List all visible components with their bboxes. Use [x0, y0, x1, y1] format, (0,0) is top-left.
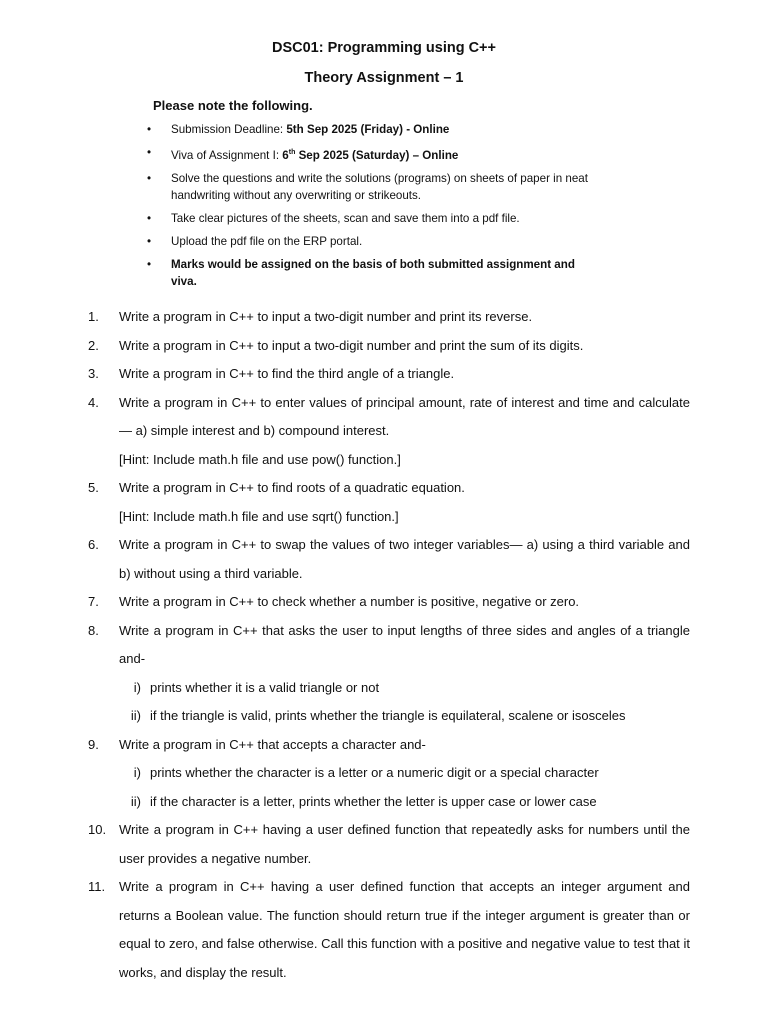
question-item: [88, 588, 690, 617]
question-number: 3.: [88, 366, 99, 381]
question-number: 8.: [88, 622, 99, 638]
question-item: [88, 731, 690, 760]
question-text: Write a program in C++ that asks the user to input lengths of three sides and angles of a triangle and-: [119, 622, 690, 666]
sub-question-item: [88, 759, 690, 788]
sub-question-item: [88, 674, 690, 703]
bullet-icon: •: [147, 123, 152, 136]
note-upload: • Upload the pdf file on the ERP portal.: [147, 234, 363, 248]
question-item: [88, 303, 690, 332]
notes-list: [145, 121, 595, 296]
question-number: 1.: [88, 309, 99, 324]
question-text: Write a program in C++ to input a two-digit number and print its reverse.: [119, 309, 533, 324]
question-number: 10.: [88, 822, 107, 837]
question-number: 2.: [88, 337, 99, 353]
sub-question-text: prints whether it is a valid triangle or not: [150, 679, 380, 695]
question-item: [88, 389, 690, 475]
note-pictures: • Take clear pictures of the sheets, scan and save them into a pdf file.: [147, 211, 520, 225]
sub-question-number: ii): [130, 708, 141, 723]
question-item: [88, 332, 690, 361]
question-text: Write a program in C++ to find roots of a quadratic equation.: [119, 480, 465, 495]
sub-question-list: [88, 759, 690, 816]
bullet-icon: •: [147, 171, 152, 185]
question-item: [88, 360, 690, 389]
question-hint: [Hint: Include math.h file and use pow() function.]: [119, 451, 401, 467]
question-number: 5.: [88, 480, 99, 495]
note-deadline: • Submission Deadline: 5th Sep 2025 (Friday) - Online: [147, 123, 450, 136]
sub-question-item: [88, 788, 690, 817]
question-item: [88, 617, 690, 674]
sub-question-text: prints whether the character is a letter or a numeric digit or a special character: [150, 765, 599, 780]
question-item: [88, 816, 690, 873]
bullet-icon: •: [147, 257, 152, 271]
question-item: [88, 531, 690, 588]
document-subtitle: Theory Assignment – 1: [304, 70, 464, 86]
question-text: Write a program in C++ to check whether a number is positive, negative or zero.: [119, 594, 580, 609]
viva-value: 6th Sep 2025 (Saturday) – Online: [282, 148, 459, 162]
bullet-icon: •: [147, 211, 152, 225]
question-text: Write a program in C++ to swap the values of two integer variables— a) using a third variable and b) without using a third variable.: [119, 537, 690, 581]
question-hint: [Hint: Include math.h file and use sqrt() function.]: [119, 508, 399, 524]
question-number: 6.: [88, 537, 99, 552]
bullet-icon: •: [147, 146, 152, 159]
question-text: Write a program in C++ that accepts a character and-: [119, 736, 426, 752]
question-number: 11.: [88, 879, 106, 894]
sub-question-list: [88, 674, 690, 731]
question-number: 9.: [88, 736, 99, 752]
question-item: [88, 873, 690, 987]
question-item: [88, 474, 690, 531]
note-solve: • Solve the questions and write the solutions (programs) on sheets of paper in neat handwriting without any overwriting or strikeouts.: [147, 171, 588, 202]
document-title: DSC01: Programming using C++: [272, 40, 496, 56]
question-text: Write a program in C++ having a user defined function that accepts an integer argument and returns a Boolean value. The function should return true if the integer argument is greater than or equal to zero, and false otherwise. Call this function with a positive and negative value to test that it works, and display the result.: [119, 879, 690, 980]
questions-list: [88, 303, 690, 987]
sub-question-item: [88, 702, 690, 731]
sub-question-text: if the character is a letter, prints whether the letter is upper case or lower case: [150, 793, 597, 809]
question-text: Write a program in C++ having a user defined function that repeatedly asks for numbers until the user provides a negative number.: [119, 822, 690, 866]
sub-question-text: if the triangle is valid, prints whether the triangle is equilateral, scalene or isosceles: [150, 708, 626, 723]
deadline-value: 5th Sep 2025 (Friday) - Online: [286, 123, 450, 136]
sub-question-number: i): [133, 765, 141, 780]
sub-question-number: i): [133, 679, 141, 695]
question-text: Write a program in C++ to find the third angle of a triangle.: [119, 366, 455, 381]
note-viva: • Viva of Assignment I: 6th Sep 2025 (Saturday) – Online: [147, 146, 459, 162]
question-text: Write a program in C++ to input a two-digit number and print the sum of its digits.: [119, 337, 584, 353]
question-number: 7.: [88, 594, 99, 609]
question-number: 4.: [88, 394, 99, 410]
question-text: Write a program in C++ to enter values of principal amount, rate of interest and time and calculate— a) simple interest and b) compound interest.: [119, 394, 690, 438]
notes-heading: Please note the following.: [153, 98, 313, 113]
bullet-icon: •: [147, 234, 152, 248]
sub-question-number: ii): [130, 793, 141, 809]
note-marks: • Marks would be assigned on the basis of both submitted assignment and viva.: [147, 257, 575, 288]
